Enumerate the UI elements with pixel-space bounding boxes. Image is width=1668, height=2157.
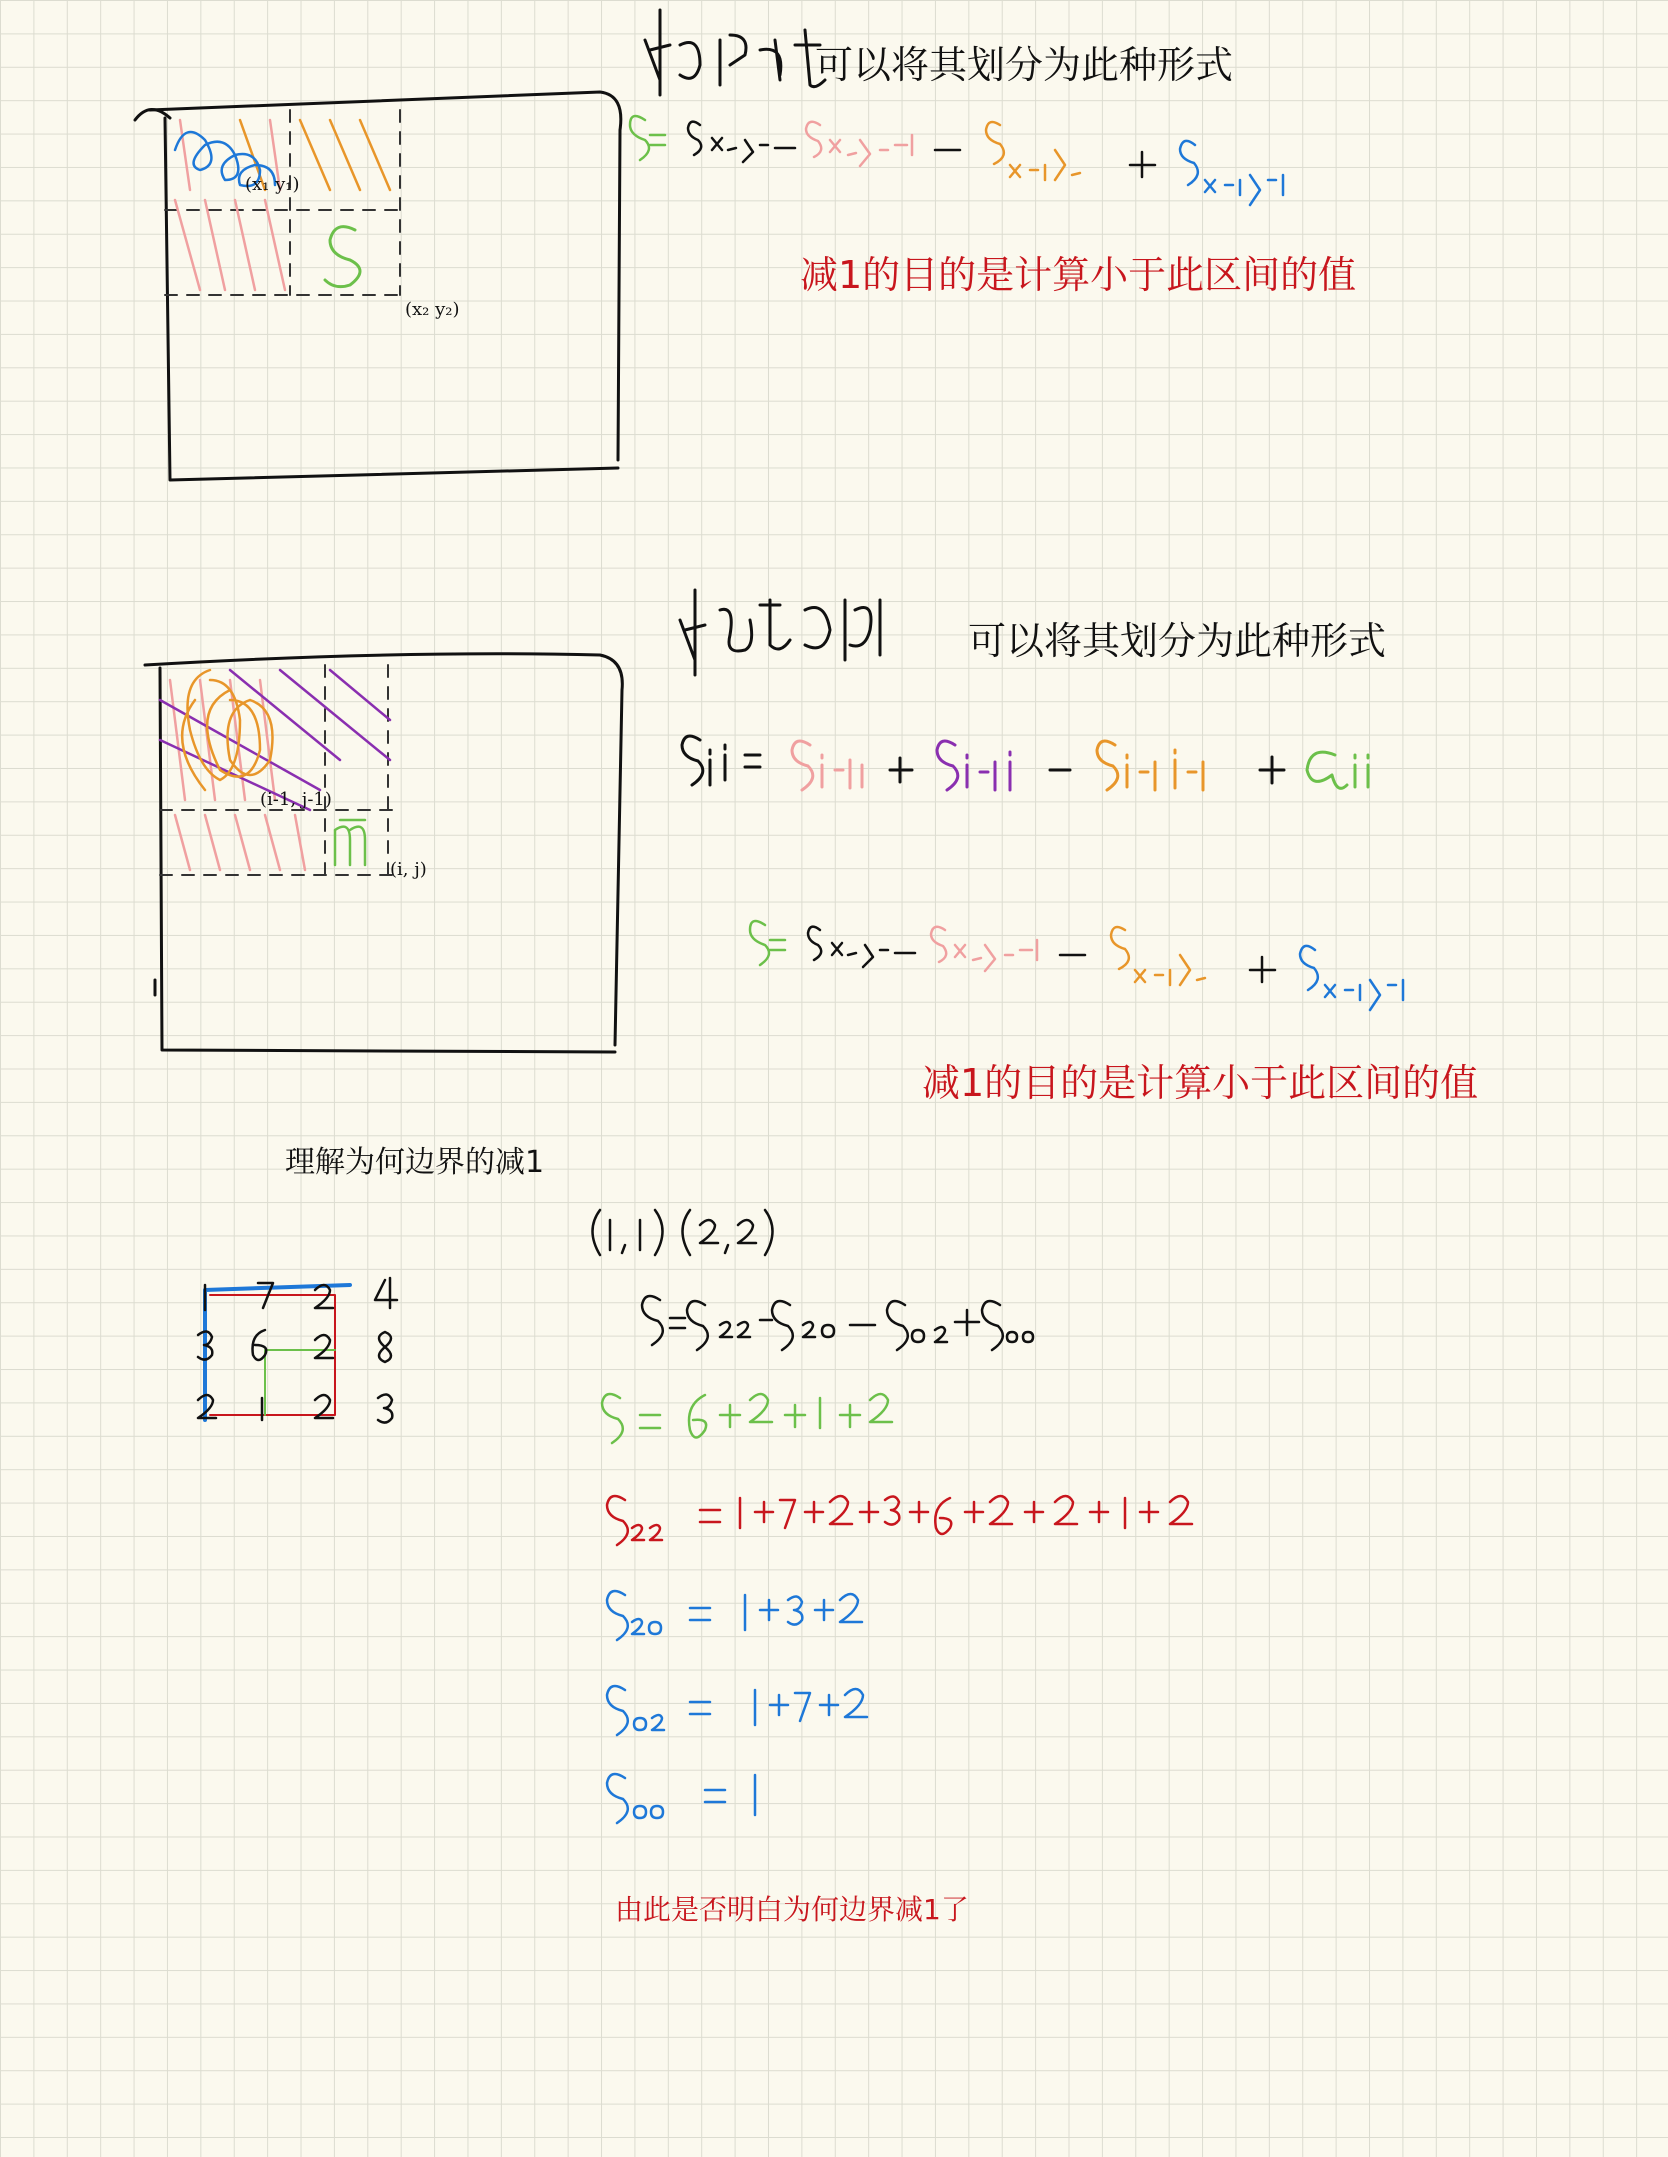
section2-note: 减1的目的是计算小于此区间的值 [922,1061,1479,1105]
formula-s-green [602,1394,892,1443]
formula-s22 [607,1496,1192,1545]
formula-recurrence [682,736,1368,790]
matrix-box-1 [135,92,621,480]
section3-conclusion: 由此是否明白为何边界减1了 [615,1893,969,1926]
formula-s20 [607,1591,862,1640]
formula-s02 [607,1686,867,1735]
formula-2 [750,921,1403,1010]
formula-example [642,1296,1033,1350]
section1-heading: 可以将其划分为此种形式 [815,43,1234,87]
formula-s00 [607,1774,755,1823]
section1-note: 减1的目的是计算小于此区间的值 [800,253,1357,297]
svg-text:(x₂ y₂): (x₂ y₂) [405,299,460,320]
svg-text:(i, j): (i, j) [390,859,427,880]
coords-handwritten [593,1210,773,1255]
matrix-box-2 [145,654,622,1052]
handwritten-heading-1 [645,10,825,95]
svg-text:(i-1, j-1): (i-1, j-1) [260,789,332,810]
svg-text:(x₁ y₁): (x₁ y₁) [245,174,300,195]
section3-label: 理解为何边界的减1 [285,1145,545,1180]
number-grid [198,1278,397,1423]
formula-1 [630,116,1283,205]
handwritten-heading-2 [680,590,880,675]
section2-heading: 可以将其划分为此种形式 [968,619,1387,663]
